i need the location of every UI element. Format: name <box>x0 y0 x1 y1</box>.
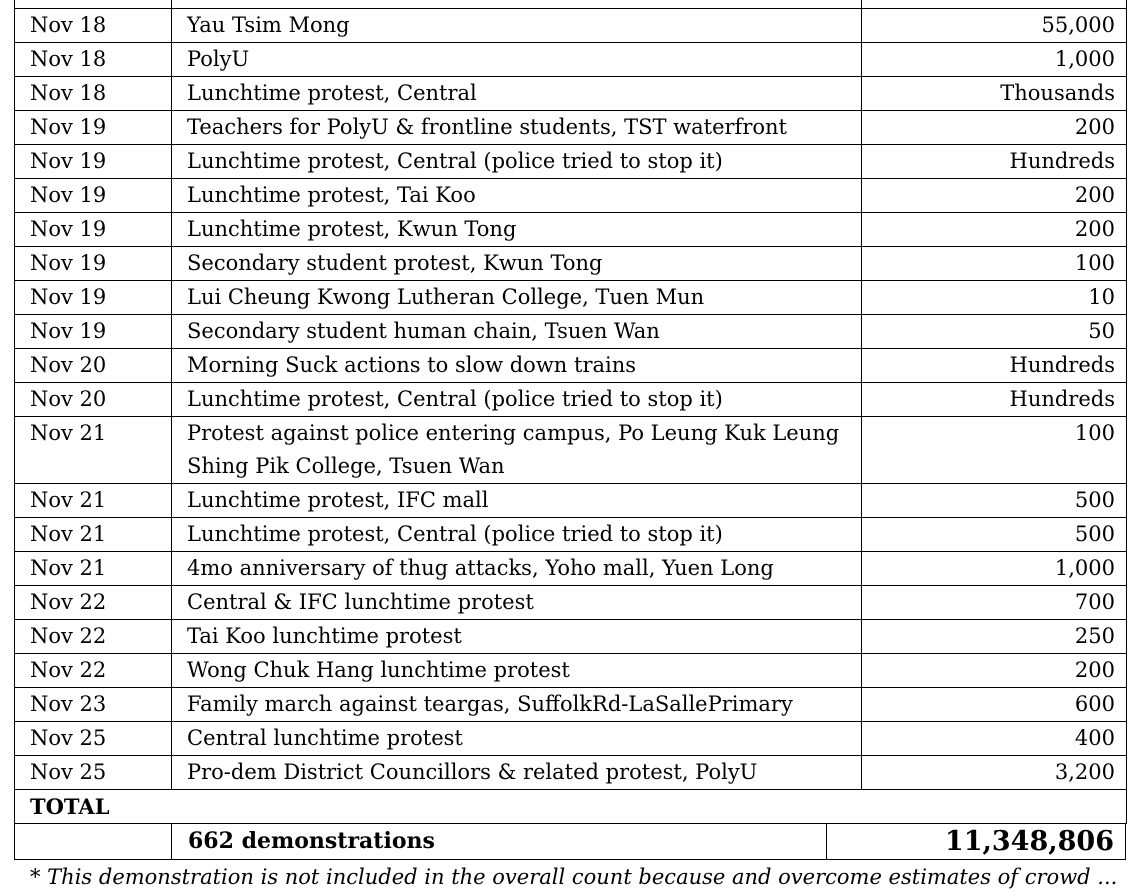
table-row <box>15 179 1127 213</box>
date-cell: Nov 18 <box>15 43 172 77</box>
summary-row <box>14 824 1126 860</box>
table-row <box>15 620 1127 654</box>
number-cell: 200 <box>862 179 1127 213</box>
table-row <box>15 213 1127 247</box>
number-cell: 100 <box>862 247 1127 281</box>
number-cell: 50 <box>862 315 1127 349</box>
number-cell: 10 <box>862 281 1127 315</box>
number-cell: 1,000 <box>862 43 1127 77</box>
event-cell: Morning Suck actions to slow down trains <box>172 349 862 383</box>
table-row <box>15 349 1127 383</box>
date-cell: Nov 25 <box>15 756 172 790</box>
date-cell: Nov 21 <box>15 417 172 484</box>
event-cell: Yau Tsim Mong <box>172 9 862 43</box>
date-cell: Nov 25 <box>15 722 172 756</box>
date-cell <box>15 0 172 9</box>
table-row <box>15 315 1127 349</box>
event-cell: Lunchtime protest, Central (police tried to stop it) <box>172 145 862 179</box>
table-row <box>15 654 1127 688</box>
total-label: TOTAL <box>15 790 1127 824</box>
event-cell: 4mo anniversary of thug attacks, Yoho mall, Yuen Long <box>172 552 862 586</box>
number-cell: Thousands <box>862 77 1127 111</box>
date-cell: Nov 19 <box>15 281 172 315</box>
event-cell: Secondary student human chain, Tsuen Wan <box>172 315 862 349</box>
event-cell: Family march against teargas, SuffolkRd-LaSallePrimary <box>172 688 862 722</box>
date-cell: Nov 21 <box>15 518 172 552</box>
table-row <box>15 77 1127 111</box>
participant-total: 11,348,806 <box>944 826 1114 857</box>
date-cell: Nov 19 <box>15 213 172 247</box>
table-row <box>15 9 1127 43</box>
event-cell: Secondary student protest, Kwun Tong <box>172 247 862 281</box>
number-cell: 200 <box>862 654 1127 688</box>
table-row <box>15 484 1127 518</box>
event-cell: Lunchtime protest, IFC mall <box>172 484 862 518</box>
table-row <box>15 586 1127 620</box>
table-row <box>15 417 1127 484</box>
table-row <box>15 145 1127 179</box>
event-cell: Lunchtime protest, Central <box>172 77 862 111</box>
date-cell: Nov 23 <box>15 688 172 722</box>
number-cell <box>862 0 1127 9</box>
date-cell: Nov 18 <box>15 9 172 43</box>
total-row <box>15 790 1127 824</box>
number-cell: 500 <box>862 484 1127 518</box>
event-cell: Central lunchtime protest <box>172 722 862 756</box>
date-cell: Nov 19 <box>15 145 172 179</box>
date-cell: Nov 18 <box>15 77 172 111</box>
footnote: * This demonstration is not included in the overall count because and overcome estimates of crowd ... <box>30 865 1118 889</box>
table-row <box>15 383 1127 417</box>
date-cell: Nov 19 <box>15 179 172 213</box>
table-row <box>15 43 1127 77</box>
date-cell: Nov 20 <box>15 383 172 417</box>
demonstration-count: 662 demonstrations <box>172 824 827 859</box>
number-cell: 1,000 <box>862 552 1127 586</box>
event-cell <box>172 0 862 9</box>
number-cell: 3,200 <box>862 756 1127 790</box>
date-cell: Nov 21 <box>15 552 172 586</box>
date-cell: Nov 22 <box>15 620 172 654</box>
table-row <box>15 247 1127 281</box>
event-cell: PolyU <box>172 43 862 77</box>
number-cell: 55,000 <box>862 9 1127 43</box>
number-cell: 200 <box>862 213 1127 247</box>
event-cell: Central & IFC lunchtime protest <box>172 586 862 620</box>
event-cell: Tai Koo lunchtime protest <box>172 620 862 654</box>
event-cell: Lui Cheung Kwong Lutheran College, Tuen Mun <box>172 281 862 315</box>
table-row <box>15 722 1127 756</box>
table-row <box>15 518 1127 552</box>
date-cell: Nov 20 <box>15 349 172 383</box>
date-cell: Nov 22 <box>15 586 172 620</box>
number-cell: Hundreds <box>862 145 1127 179</box>
table-row <box>15 111 1127 145</box>
event-cell: Protest against police entering campus, Po Leung Kuk Leung Shing Pik College, Tsuen Wan <box>172 417 862 484</box>
date-cell: Nov 19 <box>15 315 172 349</box>
number-cell: 700 <box>862 586 1127 620</box>
event-cell: Teachers for PolyU & frontline students, TST waterfront <box>172 111 862 145</box>
date-cell: Nov 19 <box>15 247 172 281</box>
number-cell: 400 <box>862 722 1127 756</box>
table-row <box>15 756 1127 790</box>
number-cell: 100 <box>862 417 1127 484</box>
event-cell: Pro-dem District Councillors & related protest, PolyU <box>172 756 862 790</box>
table-row <box>15 552 1127 586</box>
number-cell: 600 <box>862 688 1127 722</box>
date-cell: Nov 19 <box>15 111 172 145</box>
number-cell: Hundreds <box>862 383 1127 417</box>
date-cell: Nov 21 <box>15 484 172 518</box>
event-cell: Lunchtime protest, Central (police tried to stop it) <box>172 518 862 552</box>
event-cell: Lunchtime protest, Tai Koo <box>172 179 862 213</box>
date-cell: Nov 22 <box>15 654 172 688</box>
event-cell: Lunchtime protest, Central (police tried to stop it) <box>172 383 862 417</box>
number-cell: Hundreds <box>862 349 1127 383</box>
table-row <box>15 688 1127 722</box>
number-cell: 500 <box>862 518 1127 552</box>
event-cell: Wong Chuk Hang lunchtime protest <box>172 654 862 688</box>
demonstrations-table <box>14 0 1127 824</box>
table-row <box>15 0 1127 9</box>
event-cell: Lunchtime protest, Kwun Tong <box>172 213 862 247</box>
table-row <box>15 281 1127 315</box>
number-cell: 200 <box>862 111 1127 145</box>
document-page <box>14 0 1126 892</box>
table-body <box>15 0 1127 790</box>
number-cell: 250 <box>862 620 1127 654</box>
summary-empty-cell <box>15 824 172 859</box>
